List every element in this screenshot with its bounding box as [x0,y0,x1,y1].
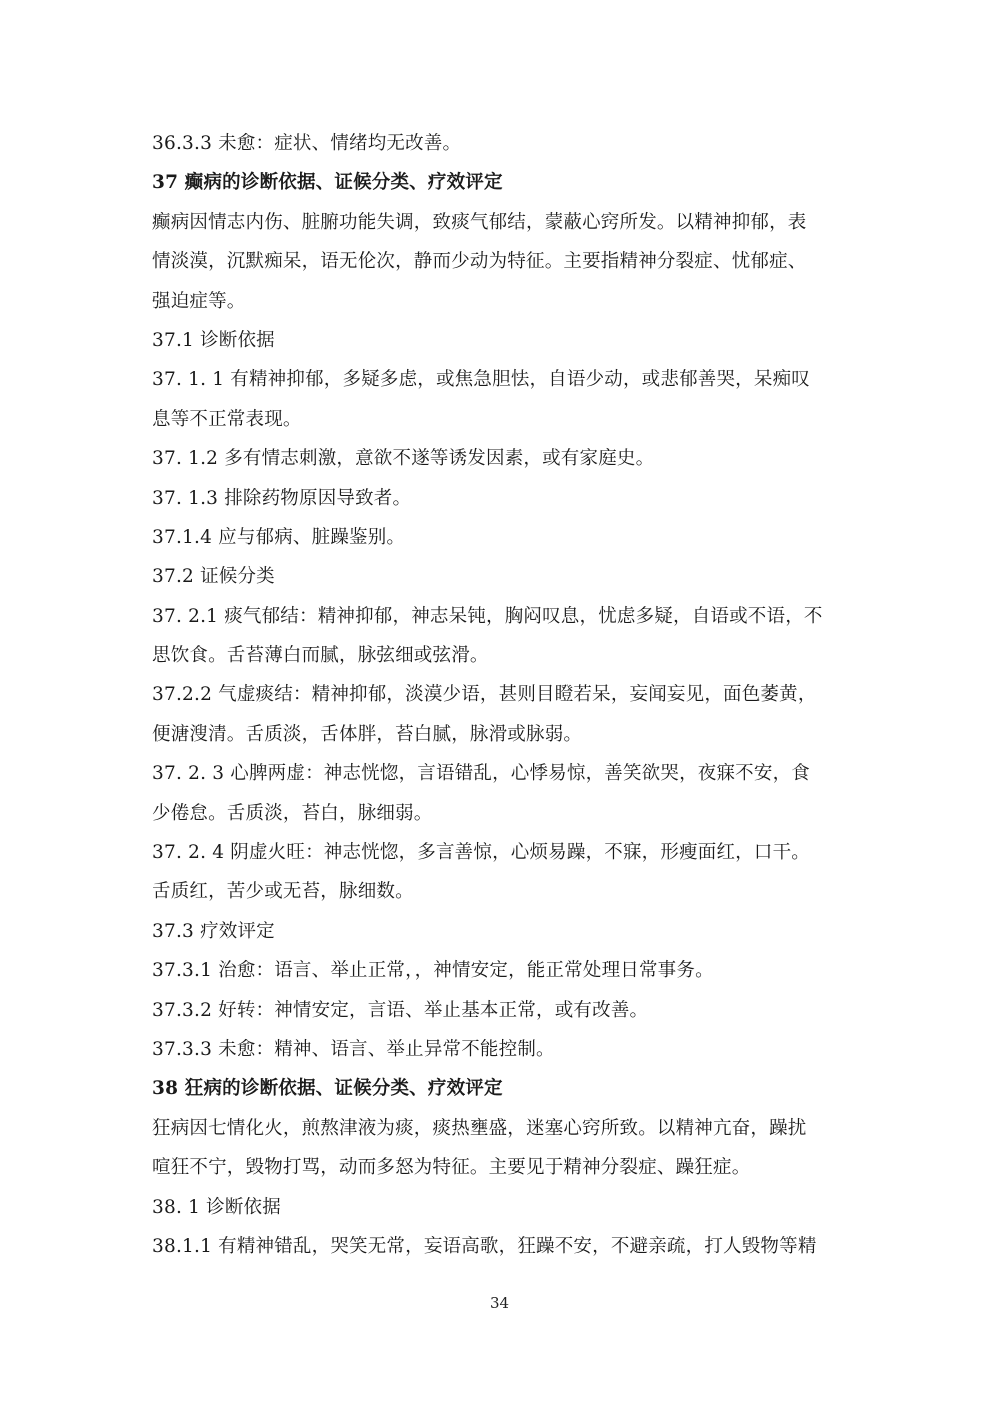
text-line: 便溏溲清。舌质淡，舌体胖，苔白腻，脉滑或脉弱。 [152,723,583,745]
text-line: 37. 1. 1 有精神抑郁，多疑多虑，或焦急胆怯，自语少动，或悲郁善哭，呆痴叹 [152,369,810,391]
page-number: 34 [489,1294,510,1312]
text-line: 少倦怠。舌质淡，苔白，脉细弱。 [152,802,433,824]
text-line: 37. 2.1 痰气郁结：精神抑郁，神志呆钝，胸闷叹息，忧虑多疑，自语或不语，不 [152,605,823,627]
text-line: 强迫症等。 [152,290,246,312]
subsection-heading: 37.3 疗效评定 [152,920,275,942]
text-line: 37. 1.2 多有情志刺激，意欲不遂等诱发因素，或有家庭史。 [152,448,655,470]
subsection-heading: 38. 1 诊断依据 [152,1196,281,1218]
text-line: 38.1.1 有精神错乱，哭笑无常，妄语高歌，狂躁不安，不避亲疏，打人毁物等精 [152,1235,817,1257]
text-line: 喧狂不宁，毁物打骂，动而多怒为特征。主要见于精神分裂症、躁狂症。 [152,1157,751,1179]
section-heading: 37 癫病的诊断依据、证候分类、疗效评定 [152,172,503,194]
text-line: 37.3.2 好转：神情安定，言语、举止基本正常，或有改善。 [152,999,649,1021]
text-line: 情淡漠，沉默痴呆，语无伦次，静而少动为特征。主要指精神分裂症、忧郁症、 [152,251,807,273]
text-line: 37.1.4 应与郁病、脏躁鉴别。 [152,526,406,548]
text-line: 37.2.2 气虚痰结：精神抑郁，淡漠少语，甚则目瞪若呆，妄闻妄见，面色萎黄， [152,684,817,706]
subsection-heading: 37.1 诊断依据 [152,329,275,351]
text-line: 37.3.3 未愈：精神、语言、举止异常不能控制。 [152,1038,555,1060]
text-line: 37. 2. 4 阴虚火旺：神志恍惚，多言善惊，心烦易躁，不寐，形瘦面红，口干。 [152,842,810,864]
subsection-heading: 37.2 证候分类 [152,566,275,588]
text-line: 36.3.3 未愈：症状、情绪均无改善。 [152,133,462,154]
text-line: 癫病因情志内伤、脏腑功能失调，致痰气郁结，蒙蔽心窍所发。以精神抑郁，表 [152,211,807,233]
text-line: 37.3.1 治愈：语言、举止正常，，神情安定，能正常处理日常事务。 [152,960,714,982]
text-line: 思饮食。舌苔薄白而腻，脉弦细或弦滑。 [152,645,489,667]
page-body [152,124,852,1266]
text-line: 息等不正常表现。 [152,408,302,430]
text-line: 37. 1.3 排除药物原因导致者。 [152,487,412,509]
text-line: 37. 2. 3 心脾两虚：神志恍惚，言语错乱，心悸易惊，善笑欲哭，夜寐不安，食 [152,763,810,785]
text-line: 舌质红，苦少或无苔，脉细数。 [152,881,414,903]
text-line: 狂病因七情化火，煎熬津液为痰，痰热壅盛，迷塞心窍所致。以精神亢奋，躁扰 [152,1117,807,1139]
section-heading: 38 狂病的诊断依据、证候分类、疗效评定 [152,1078,503,1100]
